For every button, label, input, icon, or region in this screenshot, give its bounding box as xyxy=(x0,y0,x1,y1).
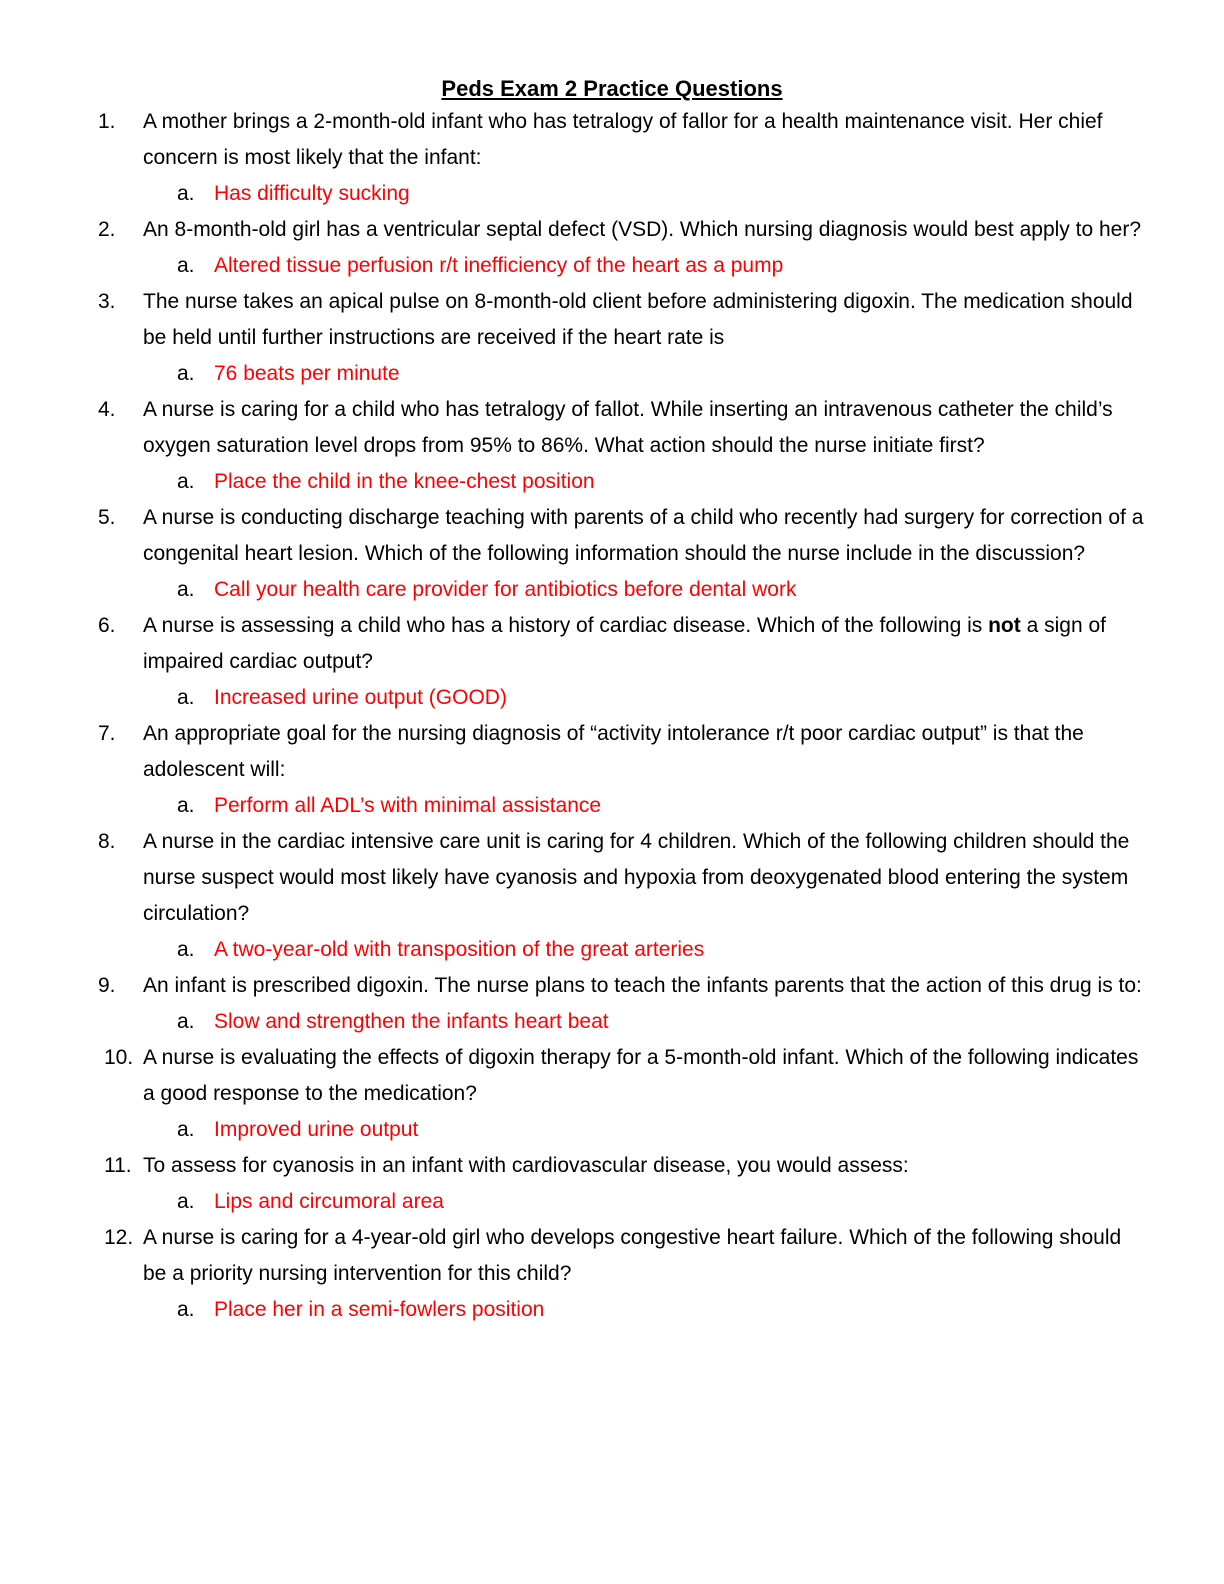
answer-text: Altered tissue perfusion r/t inefficiency of the heart as a pump xyxy=(214,254,784,277)
answer-letter: a. xyxy=(177,1118,195,1141)
answer-text: Increased urine output (GOOD) xyxy=(214,686,507,709)
question-text: A nurse is evaluating the effects of digoxin therapy for a 5-month-old infant. Which of the following indicates a good response to the medication? xyxy=(143,1046,1139,1105)
question-number: 7. xyxy=(98,722,116,745)
question-text: A nurse is conducting discharge teaching with parents of a child who recently had surgery for correction of a congenital heart lesion. Which of the following information should the nurse include in the discussion? xyxy=(143,506,1144,565)
answer-letter: a. xyxy=(177,1298,195,1321)
answer-letter: a. xyxy=(177,578,195,601)
question-1 xyxy=(0,104,1224,176)
answer-10 xyxy=(0,1112,1224,1148)
question-text-end: a sign of impaired cardiac output? xyxy=(143,614,1106,673)
question-7 xyxy=(0,716,1224,788)
question-number: 5. xyxy=(98,506,116,529)
answer-letter: a. xyxy=(177,362,195,385)
answer-letter: a. xyxy=(177,1190,195,1213)
question-text: A nurse in the cardiac intensive care unit is caring for 4 children. Which of the following children should the nurse suspect would most likely have cyanosis and hypoxia from deoxygenated blood entering the system circulation? xyxy=(143,830,1130,925)
question-2 xyxy=(0,212,1224,248)
question-number: 10. xyxy=(104,1046,134,1069)
question-text: To assess for cyanosis in an infant with cardiovascular disease, you would assess: xyxy=(143,1154,909,1177)
answer-text: Slow and strengthen the infants heart beat xyxy=(214,1010,609,1033)
answer-letter: a. xyxy=(177,254,195,277)
answer-text: 76 beats per minute xyxy=(214,362,400,385)
question-emphasis: not xyxy=(988,614,1021,637)
question-text: The nurse takes an apical pulse on 8-month-old client before administering digoxin. The medication should be held until further instructions are received if the heart rate is xyxy=(143,290,1133,349)
question-number: 1. xyxy=(98,110,116,133)
answer-2 xyxy=(0,248,1224,284)
question-3 xyxy=(0,284,1224,356)
answer-3 xyxy=(0,356,1224,392)
question-number: 4. xyxy=(98,398,116,421)
answer-text: Place the child in the knee-chest position xyxy=(214,470,595,493)
answer-4 xyxy=(0,464,1224,500)
answer-text: Place her in a semi-fowlers position xyxy=(214,1298,545,1321)
answer-letter: a. xyxy=(177,686,195,709)
question-number: 2. xyxy=(98,218,116,241)
question-text: An 8-month-old girl has a ventricular septal defect (VSD). Which nursing diagnosis would best apply to her? xyxy=(143,218,1142,241)
answer-text: Call your health care provider for antibiotics before dental work xyxy=(214,578,797,601)
question-number: 9. xyxy=(98,974,116,997)
answer-text: Has difficulty sucking xyxy=(214,182,410,205)
answer-letter: a. xyxy=(177,938,195,961)
question-number: 11. xyxy=(104,1154,132,1177)
question-text: A nurse is caring for a child who has tetralogy of fallot. While inserting an intravenous catheter the child’s oxygen saturation level drops from 95% to 86%. What action should the nurse initiate first? xyxy=(143,398,1113,457)
answer-letter: a. xyxy=(177,470,195,493)
answer-9 xyxy=(0,1004,1224,1040)
question-6 xyxy=(0,608,1224,680)
answer-letter: a. xyxy=(177,182,195,205)
question-10 xyxy=(0,1040,1224,1112)
answer-text: Improved urine output xyxy=(214,1118,419,1141)
question-number: 6. xyxy=(98,614,116,637)
question-text: An appropriate goal for the nursing diagnosis of “activity intolerance r/t poor cardiac output” is that the adolescent will: xyxy=(143,722,1084,781)
question-9 xyxy=(0,968,1224,1004)
question-number: 12. xyxy=(104,1226,134,1249)
answer-6 xyxy=(0,680,1224,716)
page-title: Peds Exam 2 Practice Questions xyxy=(441,76,783,101)
question-number: 3. xyxy=(98,290,116,313)
question-text: A mother brings a 2-month-old infant who has tetralogy of fallor for a health maintenance visit. Her chief concern is most likely that the infant: xyxy=(143,110,1103,169)
answer-5 xyxy=(0,572,1224,608)
answer-letter: a. xyxy=(177,794,195,817)
question-5 xyxy=(0,500,1224,572)
answer-text: Lips and circumoral area xyxy=(214,1190,444,1213)
answer-11 xyxy=(0,1184,1224,1220)
question-text: A nurse is caring for a 4-year-old girl who develops congestive heart failure. Which of the following should be a priority nursing intervention for this child? xyxy=(143,1226,1122,1285)
answer-1 xyxy=(0,176,1224,212)
answer-text: Perform all ADL’s with minimal assistance xyxy=(214,794,602,817)
answer-letter: a. xyxy=(177,1010,195,1033)
answer-text: A two-year-old with transposition of the great arteries xyxy=(214,938,705,961)
answer-12 xyxy=(0,1292,1224,1328)
question-text-start: A nurse is assessing a child who has a history of cardiac disease. Which of the following is xyxy=(143,614,989,637)
question-11 xyxy=(0,1148,1224,1184)
question-list xyxy=(0,104,1224,1328)
question-4 xyxy=(0,392,1224,464)
question-8 xyxy=(0,824,1224,932)
question-number: 8. xyxy=(98,830,116,853)
answer-8 xyxy=(0,932,1224,968)
question-text: An infant is prescribed digoxin. The nurse plans to teach the infants parents that the action of this drug is to: xyxy=(143,974,1142,997)
answer-7 xyxy=(0,788,1224,824)
question-12 xyxy=(0,1220,1224,1292)
